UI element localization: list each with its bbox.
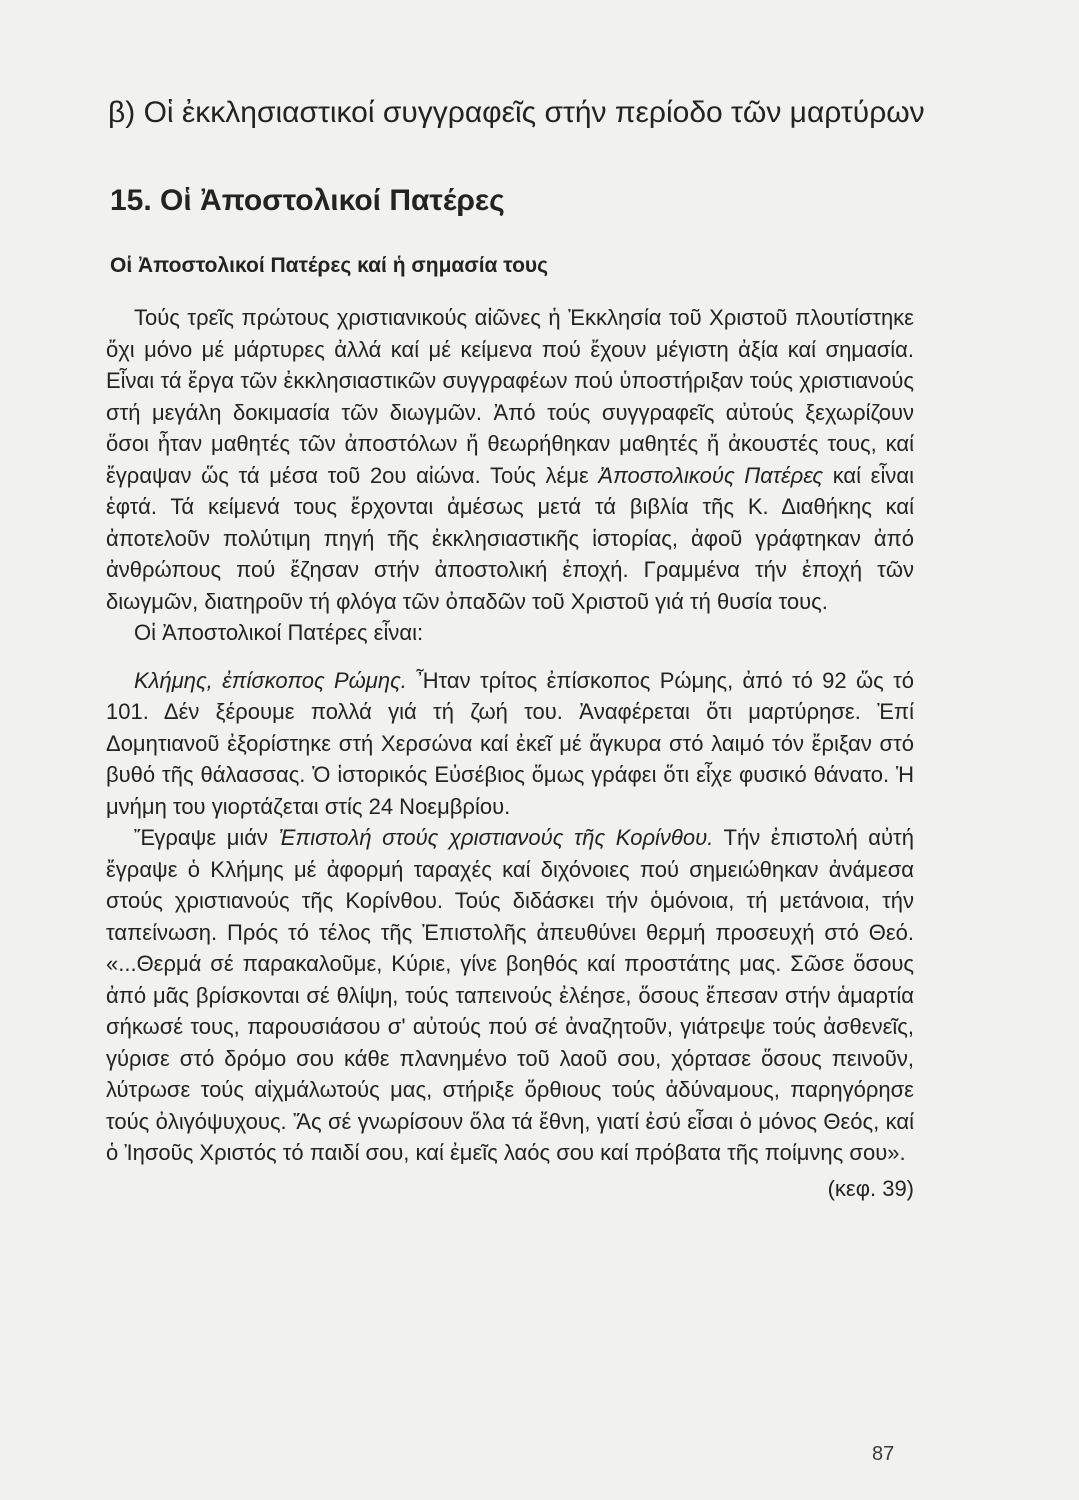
paragraph-intro [106, 302, 914, 617]
paragraph-epistle [106, 822, 914, 1169]
paragraph-intro-text-c: καί εἶναι ἑφτά. Τά κείμενά τους ἔρχονται ἀμέσως μετά τά βιβλία τῆς Κ. Διαθήκης καί ἀποτελοῦν πολύτιμη πηγή τῆς ἐκκλησιαστικῆς ἱστορίας, ἀφοῦ γράφτηκαν ἀπό ἀνθρώπους πού ἔζησαν στήν ἀποστολική ἐποχή. Γραμμένα τήν ἐποχή τῶν διωγμῶν, διατηροῦν τή φλόγα τῶν ὀπαδῶν τοῦ Χριστοῦ γιά τή θυσία τους. [106, 462, 914, 614]
part-heading: β) Οἱ ἐκκλησιαστικοί συγγραφεῖς στήν περίοδο τῶν μαρτύρων [108, 96, 925, 129]
epistle-title: Ἐπιστολή στούς χριστιανούς τῆς Κορίνθου. [278, 825, 714, 850]
paragraph-intro-text-a: Τούς τρεῖς πρώτους χριστιανικούς αἰῶνες ἡ Ἐκκλησία τοῦ Χριστοῦ πλουτίστηκε ὄχι μόνο μέ μάρτυρες ἀλλά καί μέ κείμενα πού ἔχουν μέγιστη ἀξία καί σημασία. Εἶναι τά ἔργα τῶν ἐκκλησιαστικῶν συγγραφέων πού ὑποστήριξαν τούς χριστιανούς στή μεγάλη δοκιμασία τῶν διωγμῶν. Ἀπό τούς συγγραφεῖς αὐτούς ξεχωρίζουν ὅσοι ἦταν μαθητές τῶν ἀποστόλων ἤ θεωρήθηκαν μαθητές ἤ ἀκουστές τους, καί ἔγραψαν ὥς τά μέσα τοῦ 2ου αἰώνα. Τούς λέμε [106, 305, 914, 488]
chapter-heading: 15. Οἱ Ἀποστολικοί Πατέρες [110, 184, 505, 217]
paragraph-intro-emphasis: Ἀποστολικούς Πατέρες [598, 462, 824, 488]
page-number: 87 [872, 1443, 895, 1465]
section-heading: Οἱ Ἀποστολικοί Πατέρες καί ἡ σημασία τους [110, 254, 549, 277]
epistle-text-c: Τήν ἐπιστολή αὐτή ἔγραψε ὁ Κλήμης μέ ἀφορμή ταραχές καί διχόνοιες πού σημειώθηκαν ἀνάμεσα στούς χριστιανούς τῆς Κορίνθου. Τούς διδάσκει τήν ὁμόνοια, τή μετάνοια, τήν ταπείνωση. Πρός τό τέλος τῆς Ἐπιστολῆς ἀπευθύνει θερμή προσευχή στό Θεό. «...Θερμά σέ παρακαλοῦμε, Κύριε, γίνε βοηθός καί προστάτης μας. Σῶσε ὅσους ἀπό μᾶς βρίσκονται σέ θλίψη, τούς ταπεινούς ἐλέησε, ὅσους ἔπεσαν στήν ἁμαρτία σήκωσέ τους, παρουσιάσου σ' αὐτούς πού σέ ἀναζητοῦν, γιάτρεψε τούς ἀσθενεῖς, γύρισε στό δρόμο σου κάθε πλανημένο τοῦ λαοῦ σου, χόρτασε ὅσους πεινοῦν, λύτρωσε τούς αἰχμάλωτούς μας, στήριξε ὄρθιους τούς ἀδύναμους, παρηγόρησε τούς ὀλιγόψυχους. Ἄς σέ γνωρίσουν ὅλα τά ἔθνη, γιατί ἐσύ εἶσαι ὁ μόνος Θεός, καί ὁ Ἰησοῦς Χριστός τό παιδί σου, καί ἐμεῖς λαός σου καί πρόβατα τῆς ποίμνης σου». [106, 825, 914, 1165]
paragraph-clement [106, 665, 914, 823]
epistle-text-a: Ἔγραψε μιάν [134, 825, 279, 850]
paragraph-list-intro: Οἱ Ἀποστολικοί Πατέρες εἶναι: [134, 620, 424, 645]
citation: (κεφ. 39) [827, 1175, 914, 1201]
clement-title: Κλήμης, ἐπίσκοπος Ρώμης. [134, 667, 407, 693]
body-text [106, 302, 914, 1204]
clement-text: Ἦταν τρίτος ἐπίσκοπος Ρώμης, ἀπό τό 92 ὥς τό 101. Δέν ξέρουμε πολλά γιά τή ζωή του. Ἀναφέρεται ὅτι μαρτύρησε. Ἐπί Δομητιανοῦ ἐξορίστηκε στή Χερσώνα καί ἐκεῖ μέ ἄγκυρα στό λαιμό τόν ἔριξαν στό βυθό τῆς θάλασσας. Ὁ ἱστορικός Εὐσέβιος ὅμως γράφει ὅτι εἶχε φυσικό θάνατο. Ἡ μνήμη του γιορτάζεται στίς 24 Νοεμβρίου. [106, 667, 914, 819]
